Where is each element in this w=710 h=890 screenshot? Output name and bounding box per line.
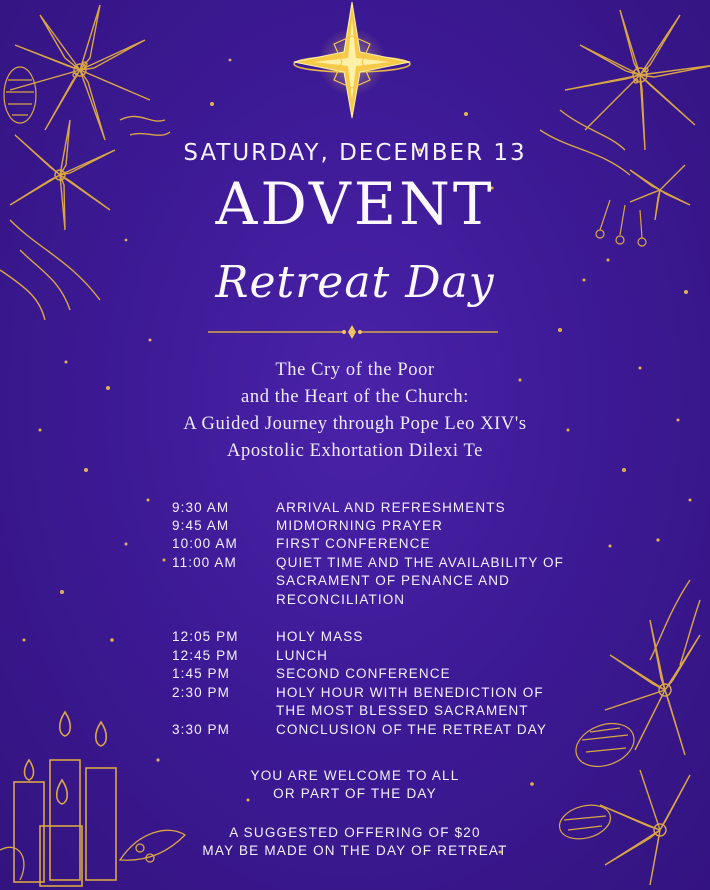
- event-title: ADVENT: [215, 170, 495, 238]
- schedule-activity: HOLY MASS: [276, 629, 364, 644]
- welcome-line: YOU ARE WELCOME TO ALL: [250, 768, 460, 783]
- event-date: SATURDAY, DECEMBER 13: [183, 140, 527, 166]
- schedule-row: [172, 518, 632, 536]
- schedule-activity: LUNCH: [276, 648, 329, 663]
- welcome-note: [0, 767, 710, 803]
- offering-line: A SUGGESTED OFFERING OF $20: [229, 825, 481, 840]
- schedule-time: 10:00 AM: [172, 536, 238, 551]
- schedule-time: 9:45 AM: [172, 518, 230, 533]
- schedule-row: [172, 629, 632, 647]
- schedule-row: [172, 555, 632, 573]
- schedule-row: [172, 685, 632, 703]
- schedule-activity: THE MOST BLESSED SACRAMENT: [276, 703, 529, 718]
- retreat-theme: [0, 357, 710, 465]
- event-subtitle: Retreat Day: [215, 257, 495, 308]
- offering-line: MAY BE MADE ON THE DAY OF RETREAT: [202, 843, 508, 858]
- schedule-time: 12:45 PM: [172, 648, 239, 663]
- schedule-row: [172, 536, 632, 554]
- schedule-activity: SACRAMENT OF PENANCE AND: [276, 573, 510, 588]
- star-icon: [294, 2, 410, 118]
- schedule-activity: FIRST CONFERENCE: [276, 536, 431, 551]
- schedule-row-continued: [172, 592, 632, 610]
- schedule-row: [172, 648, 632, 666]
- schedule-time: 12:05 PM: [172, 629, 239, 644]
- schedule-activity: QUIET TIME AND THE AVAILABILITY OF: [276, 555, 564, 570]
- theme-line: The Cry of the Poor: [275, 360, 435, 380]
- schedule-time: 2:30 PM: [172, 685, 230, 700]
- schedule-activity: SECOND CONFERENCE: [276, 666, 451, 681]
- divider-ornament-icon: [208, 325, 498, 339]
- welcome-line: OR PART OF THE DAY: [273, 786, 437, 801]
- theme-line: and the Heart of the Church:: [241, 387, 469, 407]
- schedule-activity: ARRIVAL AND REFRESHMENTS: [276, 500, 506, 515]
- theme-line: Apostolic Exhortation Dilexi Te: [227, 441, 483, 461]
- schedule-activity: CONCLUSION OF THE RETREAT DAY: [276, 722, 547, 737]
- schedule-activity: HOLY HOUR WITH BENEDICTION OF: [276, 685, 544, 700]
- schedule-activity: MIDMORNING PRAYER: [276, 518, 443, 533]
- pinecone-icon: [4, 67, 36, 123]
- schedule-row: [172, 500, 632, 518]
- schedule-row-continued: [172, 573, 632, 591]
- schedule-activity: RECONCILIATION: [276, 592, 406, 607]
- schedule-time: 1:45 PM: [172, 666, 230, 681]
- offering-note: [0, 824, 710, 860]
- schedule-row: [172, 666, 632, 684]
- theme-line: A Guided Journey through Pope Leo XIV's: [183, 414, 527, 434]
- schedule-row-continued: [172, 703, 632, 721]
- schedule-time: 9:30 AM: [172, 500, 230, 515]
- schedule-time: 3:30 PM: [172, 722, 230, 737]
- schedule-row: [172, 722, 632, 740]
- schedule-time: 11:00 AM: [172, 555, 237, 570]
